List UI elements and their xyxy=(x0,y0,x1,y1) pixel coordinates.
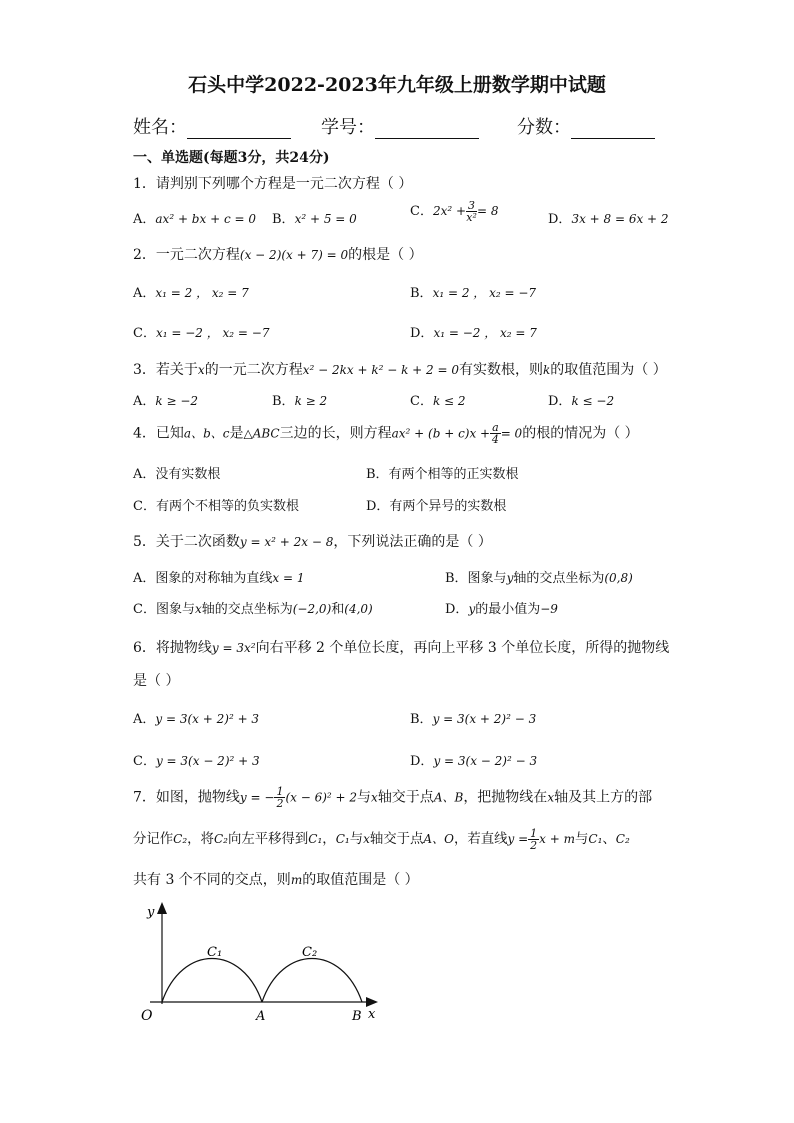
parabola-c2 xyxy=(262,959,362,1003)
q6-stem: 6．将抛物线y = 3x²向右平移 2 个单位长度，再向上平移 3 个单位长度，所得的抛物线 xyxy=(133,640,670,656)
q2-option-d: D．x₁ = −2 ， x₂ = 7 xyxy=(410,326,537,341)
curve-c2-label: C₂ xyxy=(302,945,318,960)
q6-option-c: C．y = 3(x − 2)² + 3 xyxy=(133,754,260,769)
curve-c1-label: C₁ xyxy=(207,945,223,960)
q2-option-a: A．x₁ = 2 ， x₂ = 7 xyxy=(133,286,249,301)
q5-stem: 5．关于二次函数y = x² + 2x − 8，下列说法正确的是（ ） xyxy=(133,534,492,550)
q7-line-3: 共有 3 个不同的交点，则m的取值范围是（ ） xyxy=(133,872,419,888)
point-b-label: B xyxy=(352,1009,362,1024)
q3-option-c: C．k ≤ 2 xyxy=(410,394,466,409)
q4-option-a: A．没有实数根 xyxy=(133,467,221,482)
q7-figure xyxy=(130,896,390,1030)
page-title: 石头中学2022-2023年九年级上册数学期中试题 xyxy=(188,74,606,96)
q3-option-a: A．k ≥ −2 xyxy=(133,394,199,409)
y-axis-arrow xyxy=(157,902,167,914)
q6-option-d: D．y = 3(x − 2)² − 3 xyxy=(410,754,538,769)
q1-option-c: C．2x² + $\frac{3}{\text{x²}}$ = 8 xyxy=(410,199,499,224)
q5-option-d: D．y的最小值为−9 xyxy=(445,602,558,617)
q3-stem: 3．若关于x的一元二次方程x² − 2kx + k² − k + 2 = 0有实数根，则k的取值范围为（ ） xyxy=(133,362,667,378)
name-label: 姓名： xyxy=(133,117,187,138)
q4-stem: 4．已知a、b、c是△ABC三边的长，则方程ax² + (b + c)x + $\frac{a}{4}$ = 0的根的情况为（ ） xyxy=(133,421,639,446)
q2-option-c: C．x₁ = −2 ， x₂ = −7 xyxy=(133,326,270,341)
q1-option-b: B．x² + 5 = 0 xyxy=(272,212,357,227)
q4-fraction: $\frac{a}{4}$ xyxy=(491,421,499,446)
q4-option-d: D．有两个异号的实数根 xyxy=(366,499,507,514)
q2-option-b: B．x₁ = 2 ， x₂ = −7 xyxy=(410,286,537,301)
id-field xyxy=(321,113,479,139)
q5-option-a: A．图象的对称轴为直线x = 1 xyxy=(133,571,305,586)
x-axis-label: x xyxy=(368,1007,376,1022)
q1-option-d: D．3x + 8 = 6x + 2 xyxy=(548,212,669,227)
q3-option-b: B．k ≥ 2 xyxy=(272,394,328,409)
origin-label: O xyxy=(141,1008,153,1024)
score-blank xyxy=(571,120,655,139)
q5-option-b: B．图象与y轴的交点坐标为(0,8) xyxy=(445,571,633,586)
score-field xyxy=(517,113,655,139)
q1-stem: 1．请判别下列哪个方程是一元二次方程（ ） xyxy=(133,176,413,192)
q3-option-d: D．k ≤ −2 xyxy=(548,394,615,409)
q6-stem-cont: 是（ ） xyxy=(133,673,180,689)
parabola-c1 xyxy=(162,959,262,1003)
q4-option-b: B．有两个相等的正实数根 xyxy=(366,467,519,482)
q6-option-a: A．y = 3(x + 2)² + 3 xyxy=(133,712,260,727)
name-blank xyxy=(187,120,291,139)
q1-option-a: A．ax² + bx + c = 0 xyxy=(133,212,256,227)
id-blank xyxy=(375,120,479,139)
q7-line-1: 7．如图，抛物线y = − $\frac{1}{2}$ (x − 6)² + 2与x轴交于点A、B，把抛物线在x轴及其上方的部 xyxy=(133,785,653,810)
id-label: 学号： xyxy=(321,117,375,138)
q1-fraction: $\frac{3}{\text{x²}}$ xyxy=(466,199,477,224)
x-axis-arrow xyxy=(366,997,378,1007)
q4-option-c: C．有两个不相等的负实数根 xyxy=(133,499,299,514)
q2-stem: 2．一元二次方程(x − 2)(x + 7) = 0的根是（ ） xyxy=(133,247,423,263)
y-axis-label: y xyxy=(147,905,155,920)
q7-line-2: 分记作C₂，将C₂向左平移得到C₁，C₁与x轴交于点A、O，若直线y = $\frac{1}{2}$ x + m与C₁、C₂ xyxy=(133,827,630,852)
q5-option-c: C．图象与x轴的交点坐标为(−2,0)和(4,0) xyxy=(133,602,373,617)
score-label: 分数： xyxy=(517,117,571,138)
point-a-label: A xyxy=(256,1009,266,1024)
section-heading: 一、单选题(每题3分，共24分) xyxy=(133,150,330,166)
name-field xyxy=(133,113,291,139)
q6-option-b: B．y = 3(x + 2)² − 3 xyxy=(410,712,537,727)
